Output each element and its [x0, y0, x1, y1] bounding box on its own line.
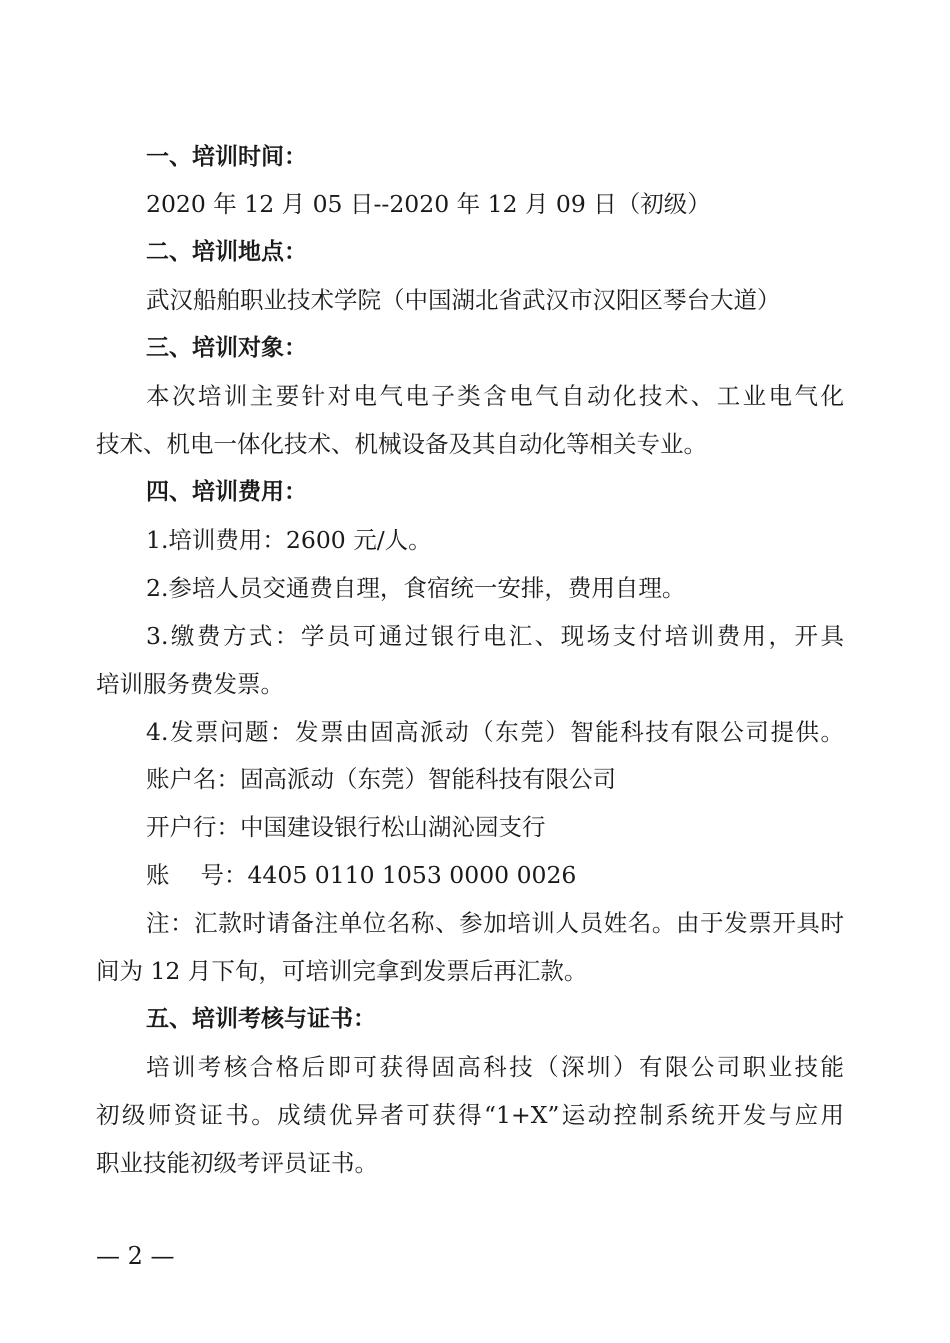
page-number: — 2 — — [96, 1242, 175, 1270]
fee-item-4: 4.发票问题：发票由固高派动（东莞）智能科技有限公司提供。 — [146, 718, 844, 746]
fee-item-2: 2.参培人员交通费自理，食宿统一安排，费用自理。 — [146, 574, 686, 602]
training-target-line-1: 本次培训主要针对电气电子类含电气自动化技术、工业电气化 — [146, 382, 844, 410]
fee-item-3-line-2: 培训服务费发票。 — [96, 670, 284, 698]
remittance-note-line-1: 注：汇款时请备注单位名称、参加培训人员姓名。由于发票开具时 — [146, 909, 844, 937]
section-heading-training-target: 三、培训对象： — [146, 335, 307, 361]
certificate-line-2: 初级师资证书。成绩优异者可获得“1+X”运动控制系统开发与应用 — [96, 1101, 844, 1129]
fee-item-1: 1.培训费用：2600 元/人。 — [146, 526, 432, 554]
fee-item-3-line-1: 3.缴费方式：学员可通过银行电汇、现场支付培训费用，开具 — [146, 622, 844, 650]
training-time-text: 2020 年 12 月 05 日--2020 年 12 月 09 日（初级） — [146, 190, 711, 218]
section-heading-training-time: 一、培训时间： — [146, 144, 307, 170]
remittance-note-line-2: 间为 12 月下旬，可培训完拿到发票后再汇款。 — [96, 957, 588, 985]
certificate-line-1: 培训考核合格后即可获得固高科技（深圳）有限公司职业技能 — [146, 1053, 844, 1081]
training-location-text: 武汉船舶职业技术学院（中国湖北省武汉市汉阳区琴台大道） — [146, 286, 781, 314]
certificate-line-3: 职业技能初级考评员证书。 — [96, 1149, 378, 1177]
account-name: 账户名：固高派动（东莞）智能科技有限公司 — [146, 765, 616, 793]
bank-name: 开户行：中国建设银行松山湖沁园支行 — [146, 813, 546, 841]
section-heading-training-fees: 四、培训费用： — [146, 479, 307, 505]
section-heading-training-location: 二、培训地点： — [146, 239, 307, 265]
section-heading-assessment-certificate: 五、培训考核与证书： — [146, 1006, 376, 1032]
training-target-line-2: 技术、机电一体化技术、机械设备及其自动化等相关专业。 — [96, 430, 707, 458]
account-number: 账 号：4405 0110 1053 0000 0026 — [146, 861, 577, 889]
